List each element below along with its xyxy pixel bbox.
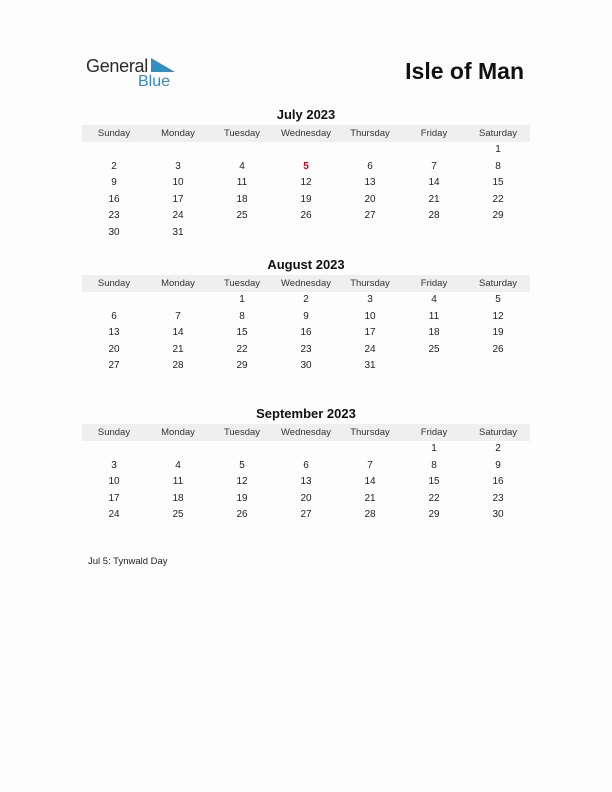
empty-day-cell [274, 441, 338, 458]
week-row [82, 208, 530, 225]
day-cell: 25 [428, 343, 440, 355]
day-cell: 27 [364, 210, 376, 222]
day-cell: 23 [108, 210, 120, 222]
day-cell: 4 [239, 160, 245, 172]
day-cell: 16 [492, 476, 504, 488]
empty-day-cell [82, 142, 146, 159]
empty-day-cell [402, 225, 466, 242]
weekday-label: Friday [420, 128, 448, 139]
holiday-notes [88, 556, 168, 567]
weekday-label: Tuesday [223, 128, 261, 139]
day-cell: 19 [300, 193, 312, 205]
day-cell: 1 [495, 144, 501, 155]
day-cell: 3 [367, 294, 373, 305]
day-cell: 7 [367, 459, 373, 471]
day-cell: 27 [108, 360, 120, 372]
weekday-label: Monday [161, 278, 195, 289]
weekday-label: Monday [161, 427, 195, 438]
day-cell: 24 [364, 343, 376, 355]
day-cell: 2 [495, 443, 501, 454]
week-row [82, 142, 530, 159]
weekday-label: Tuesday [223, 427, 261, 438]
day-cell: 20 [364, 193, 376, 205]
day-cell: 2 [111, 160, 117, 172]
day-cell: 18 [428, 327, 440, 339]
week-row [82, 192, 530, 209]
day-cell: 8 [239, 310, 245, 322]
day-cell: 31 [364, 360, 376, 372]
logo-blue-text: Blue [138, 73, 171, 90]
empty-day-cell [146, 292, 210, 309]
day-cell: 15 [236, 327, 248, 339]
weekday-label: Sunday [97, 128, 131, 139]
weekday-label: Saturday [478, 128, 518, 139]
day-cell: 9 [111, 177, 117, 189]
week-row [82, 441, 530, 458]
day-cell: 20 [108, 343, 120, 355]
empty-day-cell [402, 142, 466, 159]
day-cell: 13 [300, 476, 312, 488]
weekday-label: Wednesday [281, 128, 331, 139]
week-row [82, 474, 530, 491]
weekday-label: Wednesday [281, 278, 331, 289]
week-row [82, 225, 530, 242]
day-cell: 3 [111, 459, 117, 471]
empty-day-cell [146, 142, 210, 159]
weekday-label: Saturday [478, 427, 518, 438]
day-cell: 18 [172, 492, 184, 504]
day-cell: 24 [172, 210, 184, 222]
week-row [82, 309, 530, 326]
weekday-label: Saturday [478, 278, 518, 289]
day-cell: 29 [236, 360, 248, 372]
day-cell: 8 [431, 459, 437, 471]
day-cell: 30 [492, 509, 504, 521]
day-cell: 18 [236, 193, 248, 205]
weekday-header-row [82, 275, 530, 292]
weekday-label: Monday [161, 128, 195, 139]
day-cell: 21 [172, 343, 184, 355]
day-cell: 20 [300, 492, 312, 504]
logo-triangle-icon [151, 58, 175, 72]
weekday-label: Wednesday [281, 427, 331, 438]
day-cell: 1 [239, 294, 245, 305]
empty-day-cell [338, 441, 402, 458]
day-cell: 28 [428, 210, 440, 222]
day-cell: 24 [108, 509, 120, 521]
day-cell: 6 [367, 160, 373, 172]
empty-day-cell [466, 225, 530, 242]
day-cell: 12 [492, 310, 504, 322]
day-cell: 29 [492, 210, 504, 222]
day-cell: 14 [364, 476, 376, 488]
day-cell: 23 [492, 492, 504, 504]
empty-day-cell [210, 441, 274, 458]
day-cell: 14 [428, 177, 440, 189]
day-cell: 29 [428, 509, 440, 521]
weekday-label: Tuesday [223, 278, 261, 289]
day-cell: 13 [364, 177, 376, 189]
day-cell: 6 [111, 310, 117, 322]
weekday-label: Friday [420, 427, 448, 438]
week-row [82, 358, 530, 375]
day-cell: 22 [236, 343, 248, 355]
day-cell: 10 [172, 177, 184, 189]
weekday-label: Sunday [97, 427, 131, 438]
day-cell: 4 [431, 294, 437, 305]
weekday-label: Thursday [350, 278, 390, 289]
day-cell: 11 [172, 476, 184, 488]
day-cell: 7 [175, 310, 181, 322]
week-row [82, 325, 530, 342]
month-block [82, 256, 530, 375]
empty-day-cell [274, 225, 338, 242]
empty-day-cell [146, 441, 210, 458]
empty-day-cell [82, 292, 146, 309]
day-cell: 23 [300, 343, 312, 355]
empty-day-cell [402, 358, 466, 375]
day-cell: 28 [172, 360, 184, 372]
day-cell: 2 [303, 294, 309, 305]
day-cell: 5 [495, 294, 501, 305]
weekday-header-row [82, 424, 530, 441]
month-block [82, 106, 530, 242]
day-cell: 31 [172, 226, 184, 238]
weekday-label: Sunday [97, 278, 131, 289]
day-cell: 22 [492, 193, 504, 205]
generalblue-logo [86, 54, 186, 94]
day-cell: 12 [300, 177, 312, 189]
day-cell: 10 [108, 476, 120, 488]
empty-day-cell [338, 225, 402, 242]
empty-day-cell [210, 225, 274, 242]
day-cell: 11 [236, 177, 248, 189]
weekday-label: Thursday [350, 128, 390, 139]
day-cell: 9 [303, 310, 309, 322]
day-cell: 30 [108, 226, 120, 238]
day-cell: 8 [495, 160, 501, 172]
day-cell: 11 [428, 310, 440, 322]
empty-day-cell [338, 142, 402, 159]
day-cell: 9 [495, 459, 501, 471]
day-cell: 5 [303, 160, 309, 172]
day-cell: 6 [303, 459, 309, 471]
month-title: September 2023 [256, 406, 356, 421]
empty-day-cell [466, 358, 530, 375]
day-cell: 26 [236, 509, 248, 521]
month-title: July 2023 [276, 107, 336, 122]
empty-day-cell [82, 441, 146, 458]
day-cell: 22 [428, 492, 440, 504]
day-cell: 7 [431, 160, 437, 172]
day-cell: 19 [236, 492, 248, 504]
day-cell: 16 [108, 193, 120, 205]
weekday-label: Thursday [350, 427, 390, 438]
month-block [82, 405, 530, 524]
day-cell: 17 [172, 193, 184, 205]
day-cell: 15 [492, 177, 504, 189]
day-cell: 19 [492, 327, 504, 339]
weekday-label: Friday [420, 278, 448, 289]
day-cell: 4 [175, 459, 181, 471]
day-cell: 30 [300, 360, 312, 372]
day-cell: 17 [364, 327, 376, 339]
empty-day-cell [274, 142, 338, 159]
day-cell: 26 [300, 210, 312, 222]
week-row [82, 491, 530, 508]
day-cell: 12 [236, 476, 248, 488]
month-title: August 2023 [267, 257, 345, 272]
day-cell: 1 [431, 443, 437, 454]
day-cell: 5 [239, 459, 245, 471]
day-cell: 10 [364, 310, 376, 322]
week-row [82, 175, 530, 192]
day-cell: 21 [428, 193, 440, 205]
week-row [82, 458, 530, 475]
week-row [82, 159, 530, 176]
day-cell: 13 [108, 327, 120, 339]
weekday-header-row [82, 125, 530, 142]
day-cell: 28 [364, 509, 376, 521]
empty-day-cell [210, 142, 274, 159]
day-cell: 15 [428, 476, 440, 488]
country-title: Isle of Man [405, 58, 524, 84]
week-row [82, 342, 530, 359]
week-row [82, 507, 530, 524]
day-cell: 21 [364, 492, 376, 504]
day-cell: 26 [492, 343, 504, 355]
day-cell: 25 [236, 210, 248, 222]
day-cell: 17 [108, 492, 120, 504]
day-cell: 3 [175, 160, 181, 172]
day-cell: 16 [300, 327, 312, 339]
week-row [82, 292, 530, 309]
day-cell: 25 [172, 509, 184, 521]
logo-general-text: General [86, 56, 148, 76]
day-cell: 27 [300, 509, 312, 521]
day-cell: 14 [172, 327, 184, 339]
holiday-note: Jul 5: Tynwald Day [88, 556, 168, 567]
